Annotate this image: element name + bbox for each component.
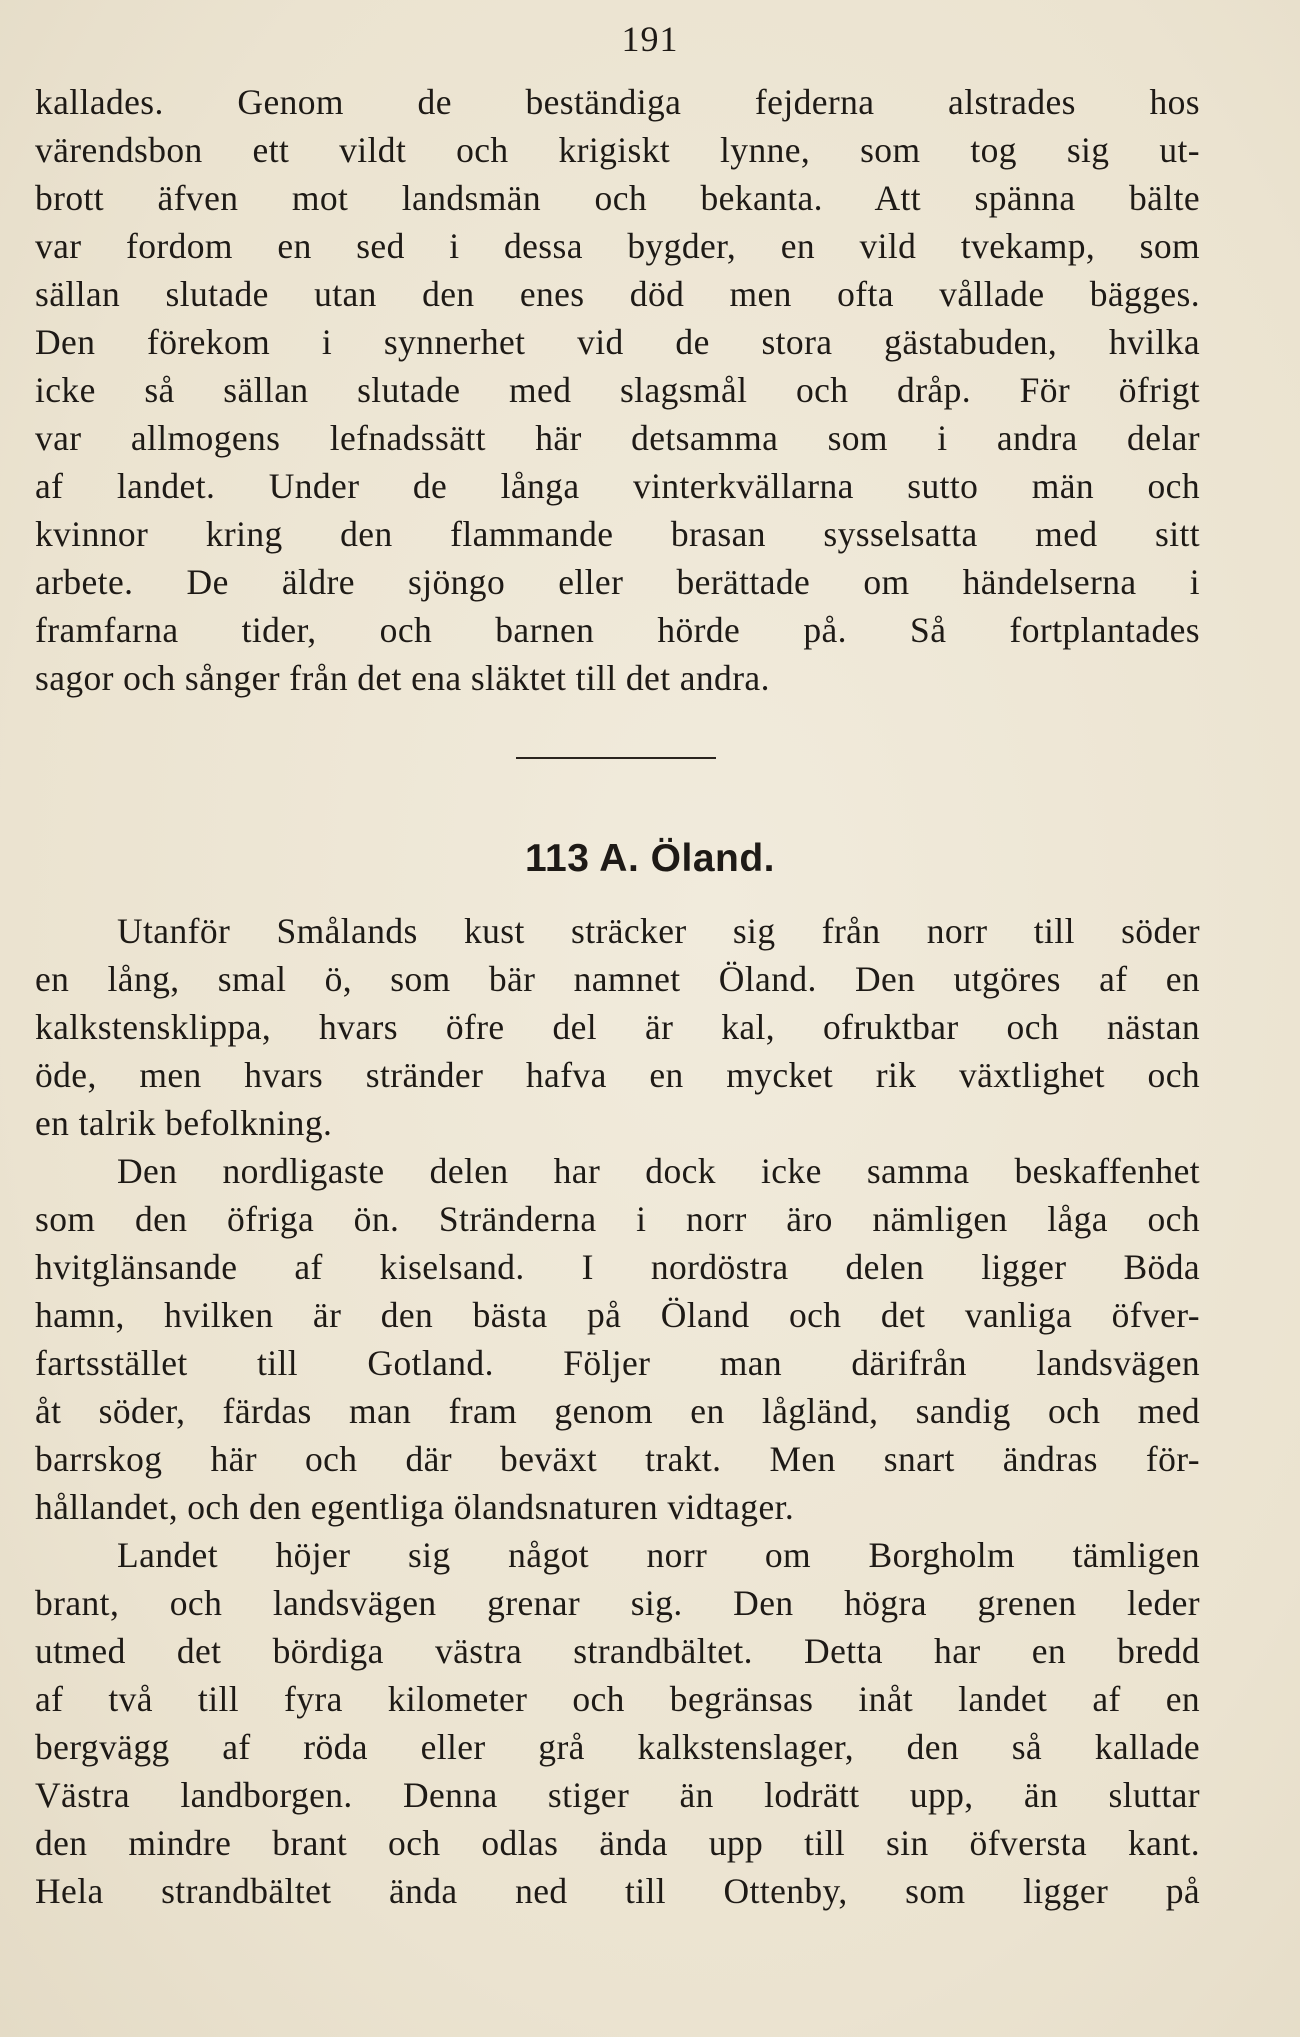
text-line: en lång, smal ö, som bär namnet Öland. Den utgöres af en: [35, 959, 1200, 999]
text-line: fartsstället till Gotland. Följer man därifrån landsvägen: [35, 1343, 1200, 1383]
text-line: icke så sällan slutade med slagsmål och dråp. För öfrigt: [35, 370, 1200, 410]
section-divider: [516, 757, 716, 759]
text-line: kalkstensklippa, hvars öfre del är kal, ofruktbar och nästan: [35, 1007, 1200, 1047]
text-line: var allmogens lefnadssätt här detsamma som i andra delar: [35, 418, 1200, 458]
section-body: [35, 907, 1200, 1915]
text-line: hamn, hvilken är den bästa på Öland och det vanliga öfver-: [35, 1295, 1200, 1335]
text-line: var fordom en sed i dessa bygder, en vild tvekamp, som: [35, 226, 1200, 266]
text-line: af två till fyra kilometer och begränsas inåt landet af en: [35, 1679, 1200, 1719]
text-line: af landet. Under de långa vinterkvällarna sutto män och: [35, 466, 1200, 506]
paragraph-top: [35, 78, 1200, 702]
text-line: hållandet, och den egentliga ölandsnaturen vidtager.: [35, 1487, 795, 1527]
text-line: bergvägg af röda eller grå kalkstenslager, den så kallade: [35, 1727, 1200, 1767]
text-line: framfarna tider, och barnen hörde på. Så fortplantades: [35, 610, 1200, 650]
text-line: kallades. Genom de beständiga fejderna alstrades hos: [35, 82, 1200, 122]
text-line: Landet höjer sig något norr om Borgholm tämligen: [117, 1535, 1200, 1575]
text-line: sällan slutade utan den enes död men ofta vållade bägges.: [35, 274, 1200, 314]
text-line: Den förekom i synnerhet vid de stora gästabuden, hvilka: [35, 322, 1200, 362]
text-line: Hela strandbältet ända ned till Ottenby, som ligger på: [35, 1871, 1200, 1911]
text-line: kvinnor kring den flammande brasan sysselsatta med sitt: [35, 514, 1200, 554]
text-line: barrskog här och där beväxt trakt. Men snart ändras för-: [35, 1439, 1200, 1479]
text-line: Den nordligaste delen har dock icke samma beskaffenhet: [117, 1151, 1200, 1191]
text-line: brott äfven mot landsmän och bekanta. Att spänna bälte: [35, 178, 1200, 218]
text-line: brant, och landsvägen grenar sig. Den högra grenen leder: [35, 1583, 1200, 1623]
text-line: som den öfriga ön. Stränderna i norr äro nämligen låga och: [35, 1199, 1200, 1239]
text-line: Utanför Smålands kust sträcker sig från norr till söder: [117, 911, 1200, 951]
text-line: hvitglänsande af kiselsand. I nordöstra delen ligger Böda: [35, 1247, 1200, 1287]
page-number: 191: [621, 19, 679, 59]
text-line: arbete. De äldre sjöngo eller berättade om händelserna i: [35, 562, 1200, 602]
text-line: öde, men hvars stränder hafva en mycket rik växtlighet och: [35, 1055, 1200, 1095]
section-heading: 113 A. Öland.: [525, 837, 775, 880]
text-line: sagor och sånger från det ena släktet till det andra.: [35, 658, 770, 698]
text-line: en talrik befolkning.: [35, 1103, 333, 1143]
text-line: den mindre brant och odlas ända upp till sin öfversta kant.: [35, 1823, 1200, 1863]
text-line: åt söder, färdas man fram genom en lågländ, sandig och med: [35, 1391, 1200, 1431]
text-line: värendsbon ett vildt och krigiskt lynne, som tog sig ut-: [35, 130, 1200, 170]
text-line: Västra landborgen. Denna stiger än lodrätt upp, än sluttar: [35, 1775, 1200, 1815]
text-line: utmed det bördiga västra strandbältet. Detta har en bredd: [35, 1631, 1200, 1671]
